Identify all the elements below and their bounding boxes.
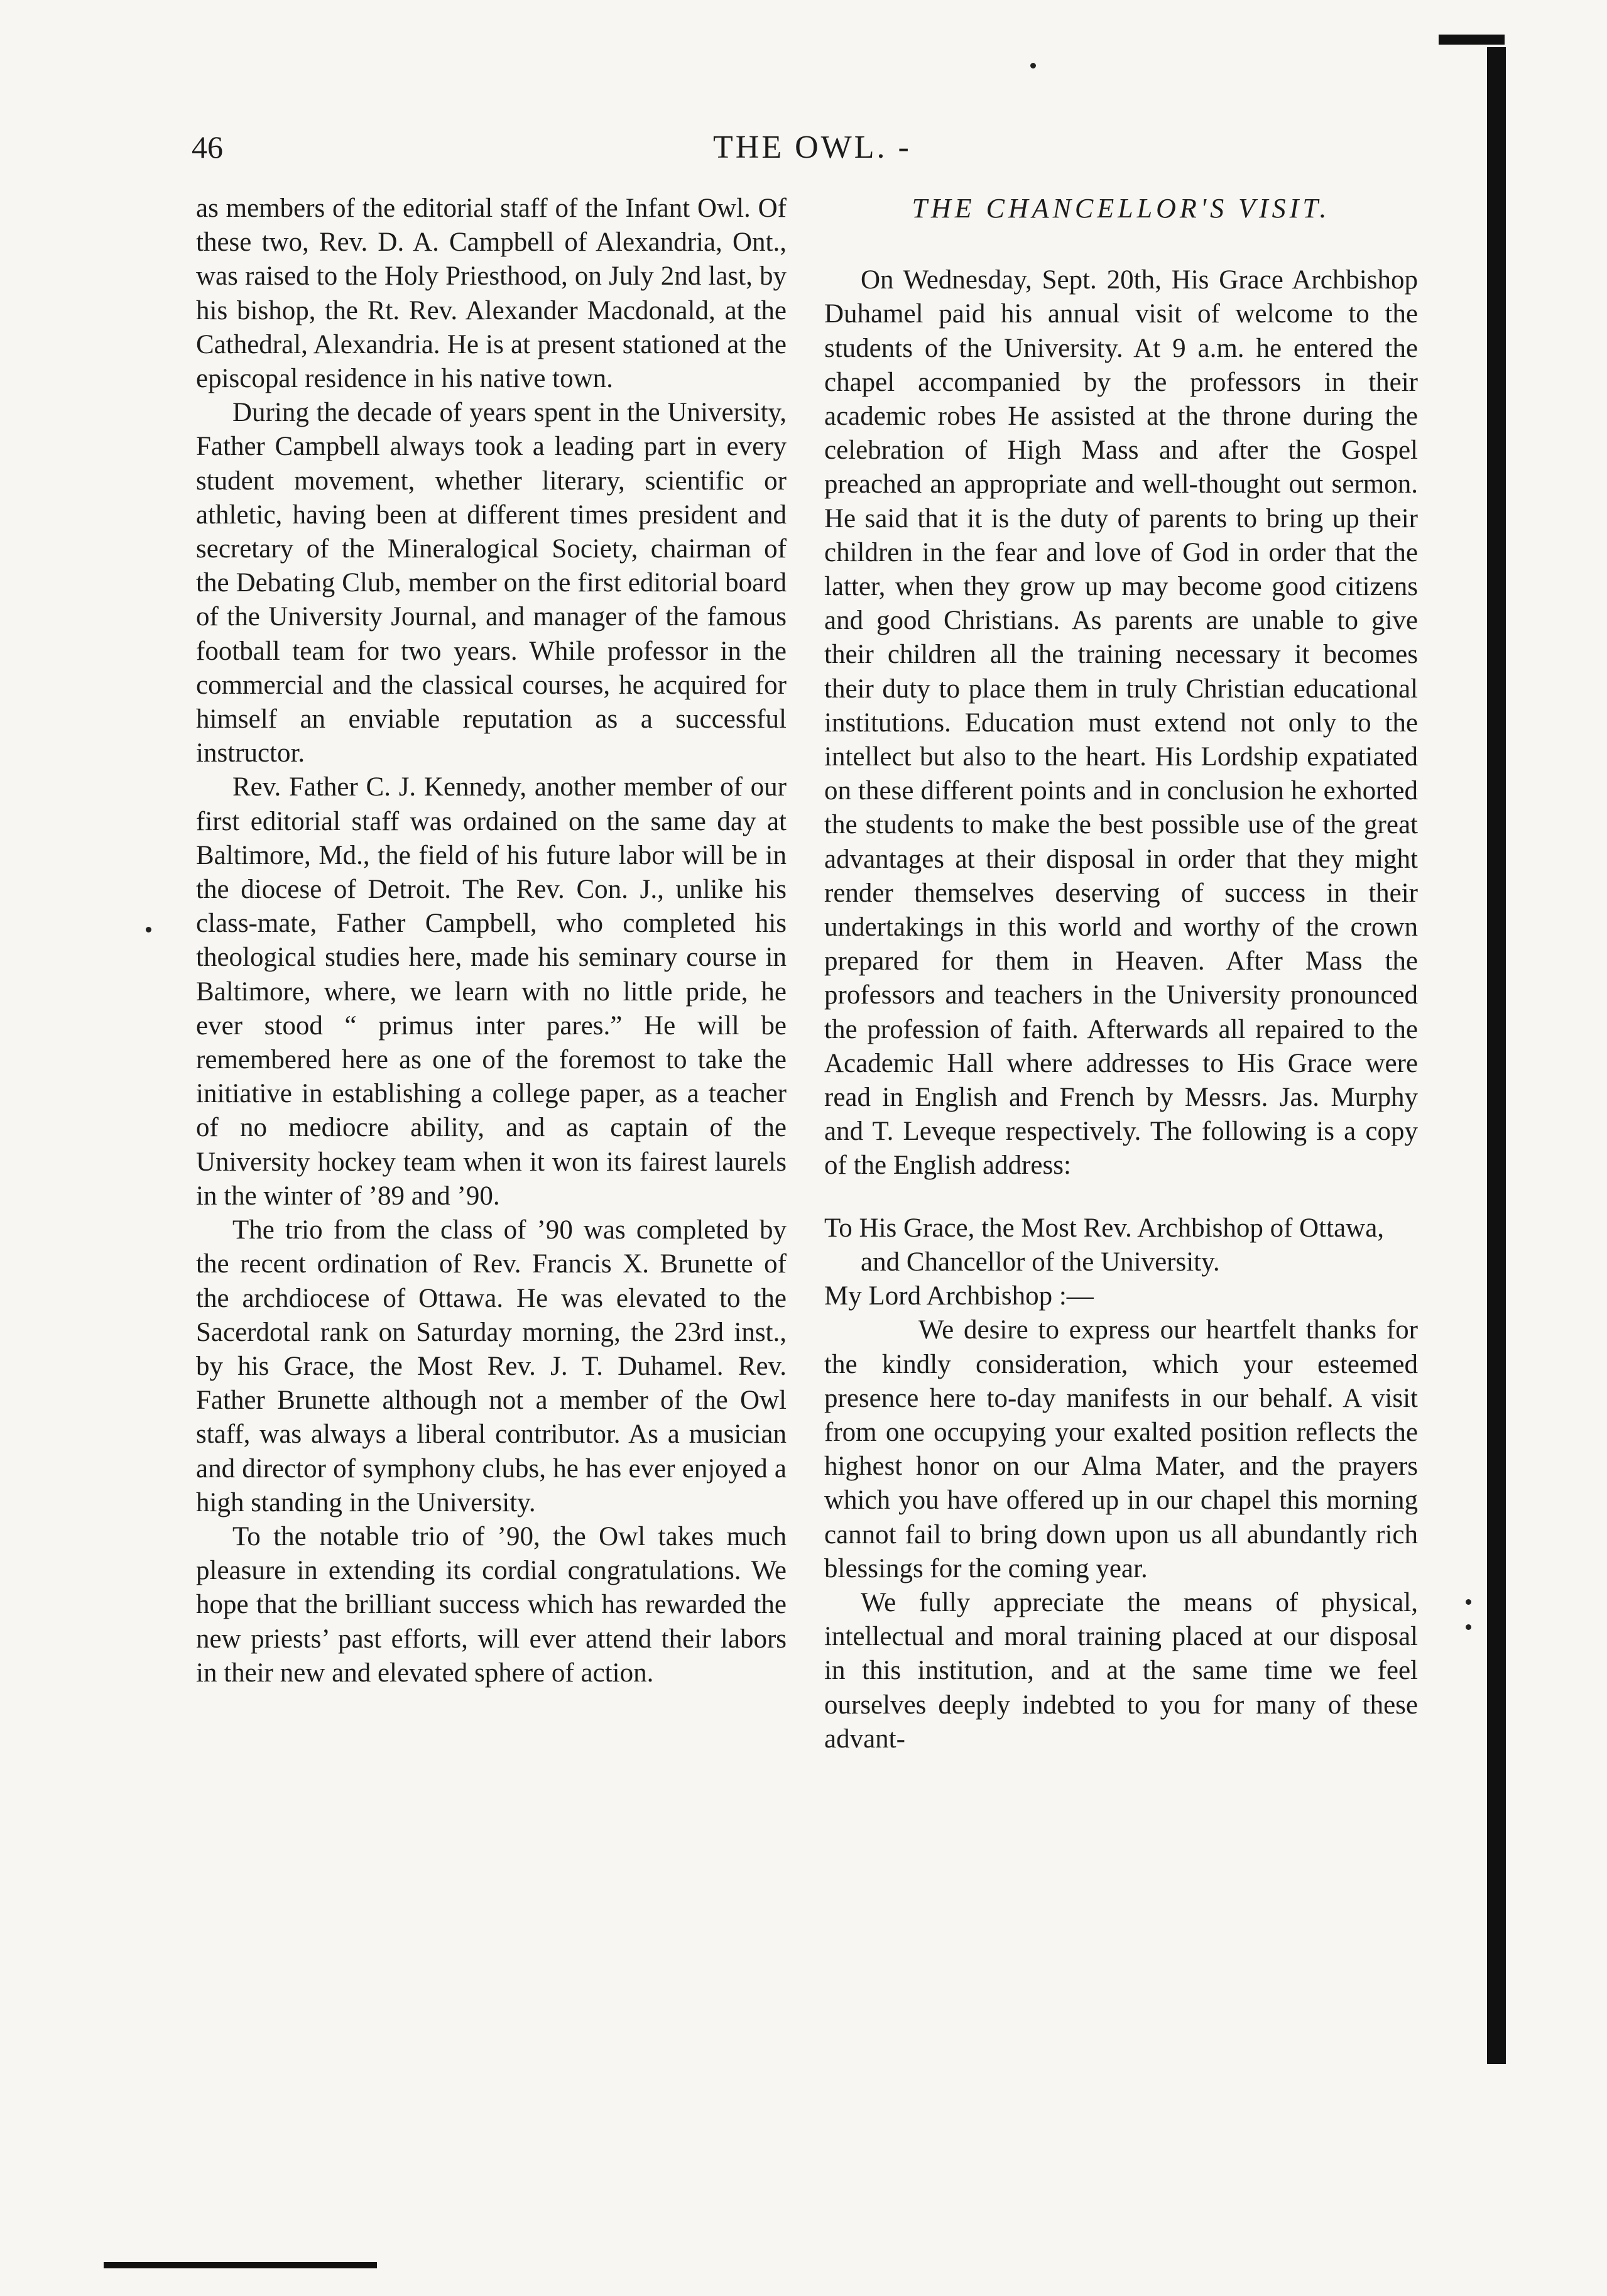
scan-speck: [1030, 63, 1036, 68]
paragraph-father-kennedy: Rev. Father C. J. Kennedy, another member of our first editorial staff was ordained on the same day at Baltimore, Md., the field of his future labor will be in the diocese of Detroit. The Rev. Con. J., unlike his class-mate, Father Campbell, who completed his theological studies here, made his seminary course in Baltimore, where, we learn with no little pride, he ever stood “ primus inter pares.” He will be remembered here as one of the foremost to take the initiative in establishing a college paper, as a teacher of no mediocre ability, and as captain of the University hockey team when it won its fairest laurels in the winter of ’89 and ’90.: [196, 772, 787, 1211]
scan-speck: [1466, 1599, 1471, 1605]
left-column: [196, 192, 787, 1690]
paragraph-ordinations-intro: as members of the editorial staff of the Infant Owl. Of these two, Rev. D. A. Campbell of Alexandria, Ont., was raised to the Holy Priesthood, on July 2nd last, by his bishop, the Rt. Rev. Alexander Macdonald, at the Cathedral, Alexandria. He is at present stationed at the episcopal residence in his native town.: [196, 194, 787, 394]
address-salutation: My Lord Archbishop :—: [824, 1281, 1094, 1311]
page-edge-rule: [1487, 47, 1506, 2064]
right-column: [824, 192, 1418, 1756]
paragraph-father-campbell: During the decade of years spent in the University, Father Campbell always took a leading part in every student movement, whether literary, scientific or athletic, having been at different times president and secretary of the Mineralogical Society, chairman of the Debating Club, member on the first editorial board of the University Journal, and manager of the famous football team for two years. While professor in the commercial and the classical courses, he acquired for himself an enviable reputation as a successful instructor.: [196, 398, 787, 768]
page-number: 46: [192, 129, 223, 165]
bottom-scan-rule: [104, 2262, 377, 2268]
paragraph-father-brunette: The trio from the class of ’90 was completed by the recent ordination of Rev. Francis X. Brunette of the archdiocese of Ottawa. He was elevated to the Sacerdotal rank on Saturday morning, the 23rd inst., by his Grace, the Most Rev. J. T. Duhamel. Rev. Father Brunette although not a member of the Owl staff, was always a liberal contributor. As a musician and director of symphony clubs, he has ever enjoyed a high standing in the University.: [196, 1215, 787, 1517]
address-paragraph-thanks: We desire to express our heartfelt thanks for the kindly consideration, which your esteemed presence here to-day manifests in our behalf. A visit from one occupying your exalted position reflects the highest honor on our Alma Mater, and the prayers which you have offered up in our chapel this morning cannot fail to bring down upon us all abundantly rich blessings for the coming year.: [824, 1315, 1418, 1583]
address-paragraph-training: We fully appreciate the means of physical, intellectual and moral training placed at our disposal in this institution, and at the same time we feel ourselves deeply indebted to you for many of these advant-: [824, 1587, 1418, 1754]
address-recipient: To His Grace, the Most Rev. Archbishop of Ottawa, and Chancellor of the University.: [824, 1213, 1385, 1277]
paragraph-congratulations: To the notable trio of ’90, the Owl takes much pleasure in extending its cordial congratulations. We hope that the brilliant success which has rewarded the new priests’ past efforts, will ever attend their labors in their new and elevated sphere of action.: [196, 1521, 787, 1688]
running-head-title: THE OWL. -: [713, 129, 912, 165]
scan-speck: [1466, 1624, 1471, 1630]
page-edge-cap: [1439, 35, 1505, 45]
article-title: THE CHANCELLOR'S VISIT.: [912, 193, 1331, 224]
paragraph-chancellor-visit: On Wednesday, Sept. 20th, His Grace Archbishop Duhamel paid his annual visit of welcome to the students of the University. At 9 a.m. he entered the chapel accompanied by the professors in their academic robes He assisted at the throne during the celebration of High Mass and after the Gospel preached an appropriate and well-thought out sermon. He said that it is the duty of parents to bring up their children in the fear and love of God in order that the latter, when they grow up may become good citizens and good Christians. As parents are unable to give their children all the training necessary it becomes their duty to place them in truly Christian educational institutions. Education must extend not only to the intellect but also to the heart. His Lordship expatiated on these different points and in conclusion he exhorted the students to make the best possible use of the great advantages at their disposal in order that they might render themselves deserving of success in their undertakings in this world and worthy of the crown prepared for them in Heaven. After Mass the professors and teachers in the University pronounced the profession of faith. Afterwards all repaired to the Academic Hall where addresses to His Grace were read in English and French by Messrs. Jas. Murphy and T. Leveque respectively. The following is a copy of the English address:: [824, 265, 1418, 1181]
scan-speck: [146, 927, 151, 932]
